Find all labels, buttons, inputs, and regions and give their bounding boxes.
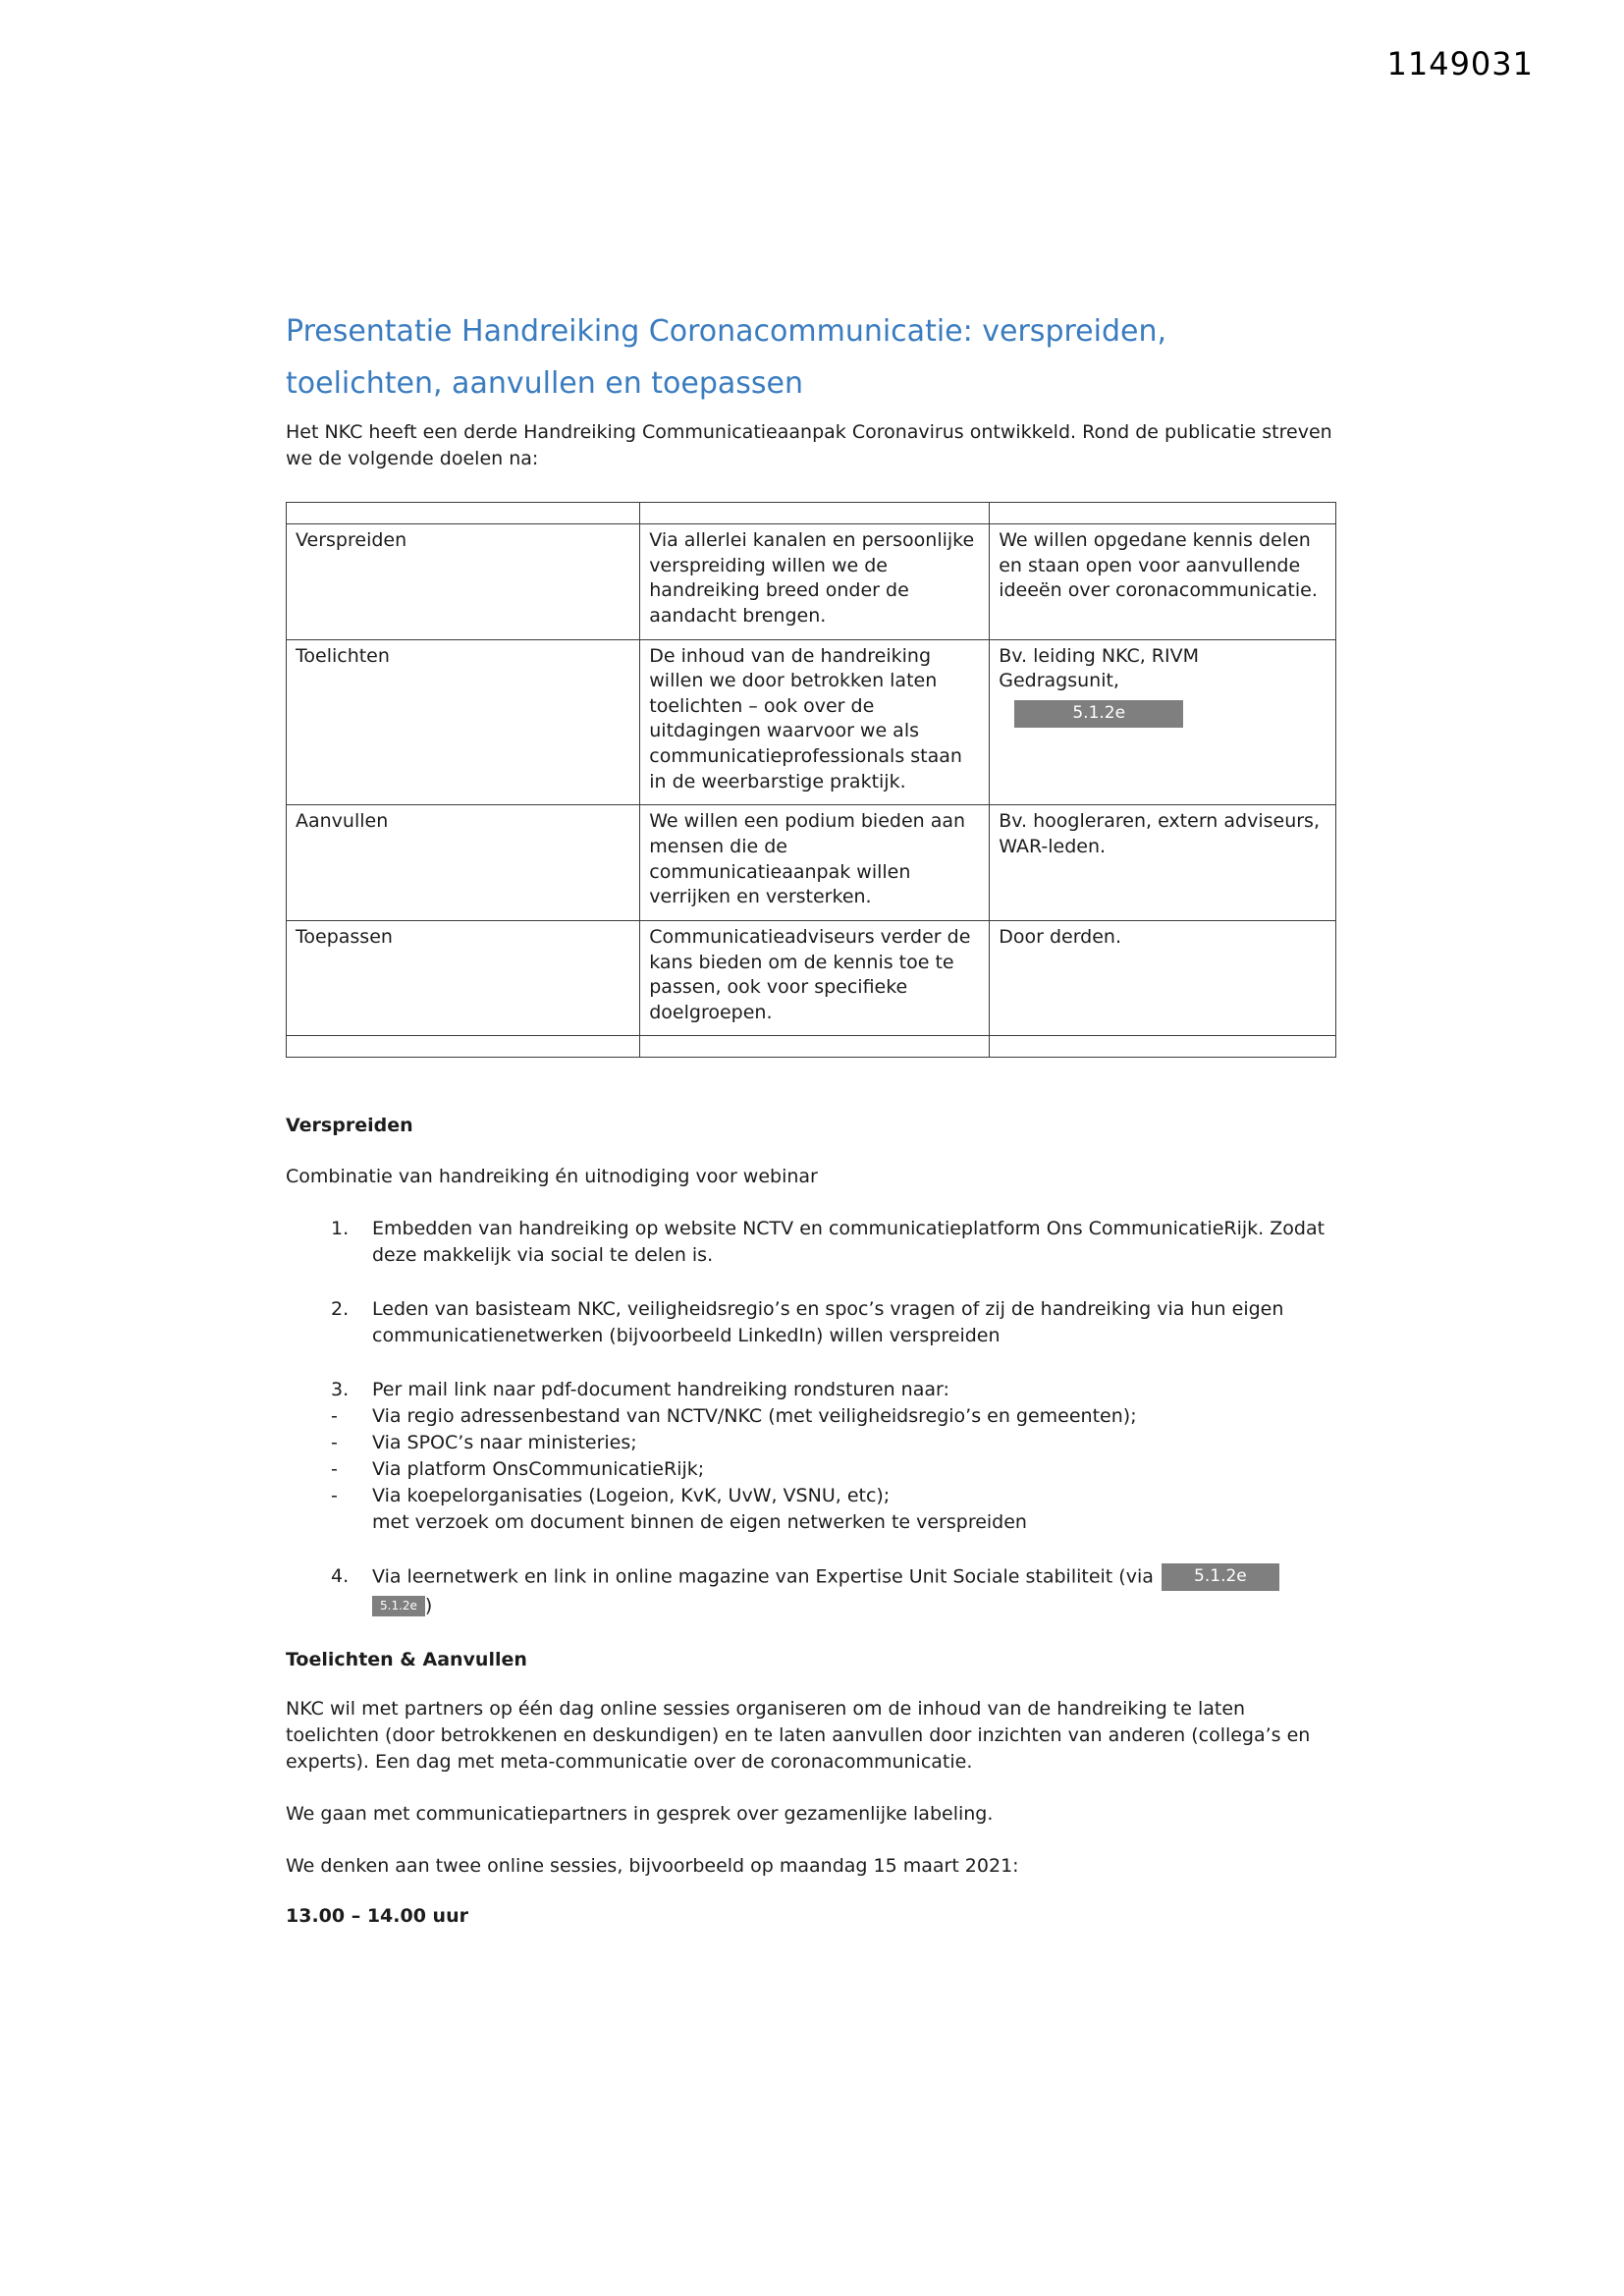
table-cell-empty: [640, 502, 990, 523]
item4-line2: [372, 1593, 1338, 1619]
list-sub-item-4: [331, 1483, 1338, 1509]
intro-paragraph: Het NKC heeft een derde Handreiking Communicatieaanpak Coronavirus ontwikkeld. Rond de publicatie streven we de volgende doelen na:: [286, 421, 1332, 469]
table-cell-label: Aanvullen: [287, 805, 640, 921]
dash-bullet: -: [331, 1485, 338, 1507]
redaction-box-small: 5.1.2e: [372, 1596, 425, 1616]
toelichten-paragraph-2: We gaan met communicatiepartners in gesprek over gezamenlijke labeling.: [286, 1803, 994, 1825]
page-title-line2: toelichten, aanvullen en toepassen: [286, 365, 804, 401]
document-content: [286, 306, 1338, 1927]
table-row-aanvullen: [287, 805, 1336, 921]
dash-bullet: -: [331, 1458, 338, 1481]
list-sub-item-3: [331, 1456, 1338, 1483]
cell-text: Bv. leiding NKC, RIVM Gedragsunit,: [999, 644, 1200, 692]
dash-bullet: -: [331, 1432, 338, 1454]
verspreiden-list: [286, 1216, 1338, 1619]
list-number: 1.: [331, 1218, 350, 1240]
list-item-4: [331, 1563, 1338, 1619]
table-cell-empty: [990, 1036, 1336, 1058]
list-item-2: [331, 1296, 1338, 1349]
table-cell-how: Communicatieadviseurs verder de kans bieden om de kennis toe te passen, ook voor specifieke doelgroepen.: [640, 920, 990, 1036]
table-cell-how: We willen een podium bieden aan mensen die de communicatieaanpak willen verrijken en versterken.: [640, 805, 990, 921]
table-cell-who: Bv. hoogleraren, extern adviseurs, WAR-leden.: [990, 805, 1336, 921]
table-cell-empty: [640, 1036, 990, 1058]
page-title: [286, 306, 1338, 410]
list-item-text: Leden van basisteam NKC, veiligheidsregio’s en spoc’s vragen of zij de handreiking via hun eigen communicatienetwerken (bijvoorbeeld LinkedIn) willen verspreiden: [372, 1298, 1284, 1347]
goals-table: [286, 502, 1336, 1059]
section-heading-toelichten-aanvullen: Toelichten & Aanvullen: [286, 1649, 527, 1671]
sub-item-text: Via regio adressenbestand van NCTV/NKC (met veiligheidsregio’s en gemeenten);: [372, 1405, 1137, 1428]
page-title-line1: Presentatie Handreiking Coronacommunicatie: verspreiden,: [286, 314, 1166, 349]
list-item-3-tail: met verzoek om document binnen de eigen netwerken te verspreiden: [372, 1511, 1027, 1534]
list-item-text: Embedden van handreiking op website NCTV en communicatieplatform Ons CommunicatieRijk. Zodat deze makkelijk via social te delen is.: [372, 1218, 1326, 1267]
table-cell-how: Via allerlei kanalen en persoonlijke verspreiding willen we de handreiking breed onder de aandacht brengen.: [640, 523, 990, 639]
section-heading-verspreiden: Verspreiden: [286, 1115, 413, 1137]
list-sub-item-2: [331, 1430, 1338, 1456]
table-cell-label: Toepassen: [287, 920, 640, 1036]
redaction-box: 5.1.2e: [1162, 1563, 1279, 1591]
doc-number: 1149031: [1386, 45, 1534, 82]
sub-item-text: Via SPOC’s naar ministeries;: [372, 1432, 637, 1454]
list-number: 2.: [331, 1298, 350, 1321]
list-number: 3.: [331, 1379, 350, 1401]
table-cell-empty: [287, 1036, 640, 1058]
list-sub-item-1: [331, 1403, 1338, 1430]
table-cell-label: Verspreiden: [287, 523, 640, 639]
list-number: 4.: [331, 1565, 350, 1588]
table-row-spacer-bottom: [287, 1036, 1336, 1058]
list-item-3: [331, 1377, 1338, 1403]
item4-close-paren: ): [424, 1595, 433, 1617]
table-cell-label: Toelichten: [287, 639, 640, 805]
list-item-text: [372, 1563, 1338, 1619]
sub-item-text: Via platform OnsCommunicatieRijk;: [372, 1458, 705, 1481]
table-cell-who: [990, 639, 1336, 805]
redaction-box: 5.1.2e: [1014, 700, 1183, 728]
table-row-verspreiden: [287, 523, 1336, 639]
table-row-toepassen: [287, 920, 1336, 1036]
list-item-1: [331, 1216, 1338, 1269]
list-item-text: Per mail link naar pdf-document handreiking rondsturen naar:: [372, 1379, 949, 1401]
table-cell-empty: [990, 502, 1336, 523]
dash-bullet: -: [331, 1405, 338, 1428]
table-row-spacer-top: [287, 502, 1336, 523]
table-cell-who: We willen opgedane kennis delen en staan open voor aanvullende ideeën over coronacommunicatie.: [990, 523, 1336, 639]
table-cell-how: De inhoud van de handreiking willen we door betrokken laten toelichten – ook over de uitdagingen waarvoor we als communicatieprofessionals staan in de weerbarstige praktijk.: [640, 639, 990, 805]
table-cell-who: Door derden.: [990, 920, 1336, 1036]
item4-text: Via leernetwerk en link in online magazine van Expertise Unit Sociale stabiliteit (via: [372, 1565, 1154, 1588]
verspreiden-intro: Combinatie van handreiking én uitnodiging voor webinar: [286, 1166, 818, 1188]
toelichten-paragraph-1: NKC wil met partners op één dag online sessies organiseren om de inhoud van de handreiking te laten toelichten (door betrokkenen en deskundigen) en te laten aanvullen door inzichten van anderen (collega’s en experts). Een dag met meta-communicatie over de coronacommunicatie.: [286, 1698, 1311, 1774]
toelichten-paragraph-3: We denken aan twee online sessies, bijvoorbeeld op maandag 15 maart 2021:: [286, 1854, 1019, 1877]
sub-item-text: Via koepelorganisaties (Logeion, KvK, UvW, VSNU, etc);: [372, 1485, 891, 1507]
table-cell-empty: [287, 502, 640, 523]
table-row-toelichten: [287, 639, 1336, 805]
session-time-heading: 13.00 – 14.00 uur: [286, 1904, 468, 1927]
